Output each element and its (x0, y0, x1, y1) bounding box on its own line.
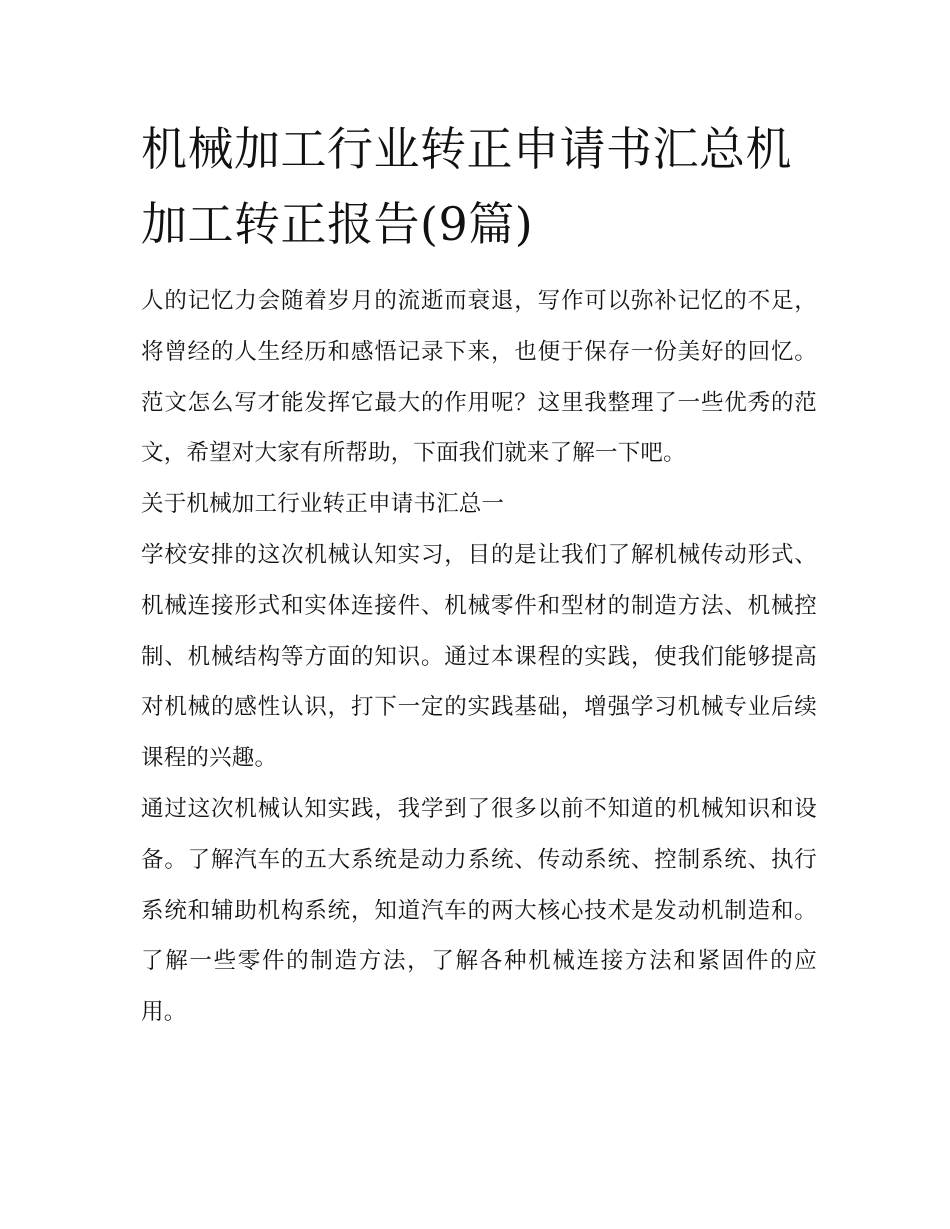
intro-paragraph: 人的记忆力会随着岁月的流逝而衰退，写作可以弥补记忆的不足，将曾经的人生经历和感悟记录下来，也便于保存一份美好的回忆。范文怎么写才能发挥它最大的作用呢？这里我整理了一些优秀的范文，希望对大家有所帮助，下面我们就来了解一下吧。 (141, 288, 817, 467)
document-title: 机械加工行业转正申请书汇总机加工转正报告(9篇) (141, 122, 792, 251)
document-page (141, 112, 817, 1038)
body-paragraph-1: 学校安排的这次机械认知实习，目的是让我们了解机械传动形式、机械连接形式和实体连接件、机械零件和型材的制造方法、机械控制、机械结构等方面的知识。通过本课程的实践，使我们能够提高对机械的感性认识，打下一定的实践基础，增强学习机械专业后续课程的兴趣。 (141, 541, 817, 772)
body-paragraph-2: 通过这次机械认知实践，我学到了很多以前不知道的机械知识和设备。了解汽车的五大系统是动力系统、传动系统、控制系统、执行系统和辅助机构系统，知道汽车的两大核心技术是发动机制造和。了解一些零件的制造方法，了解各种机械连接方法和紧固件的应用。 (141, 795, 817, 1026)
section-heading: 关于机械加工行业转正申请书汇总一 (141, 491, 505, 518)
